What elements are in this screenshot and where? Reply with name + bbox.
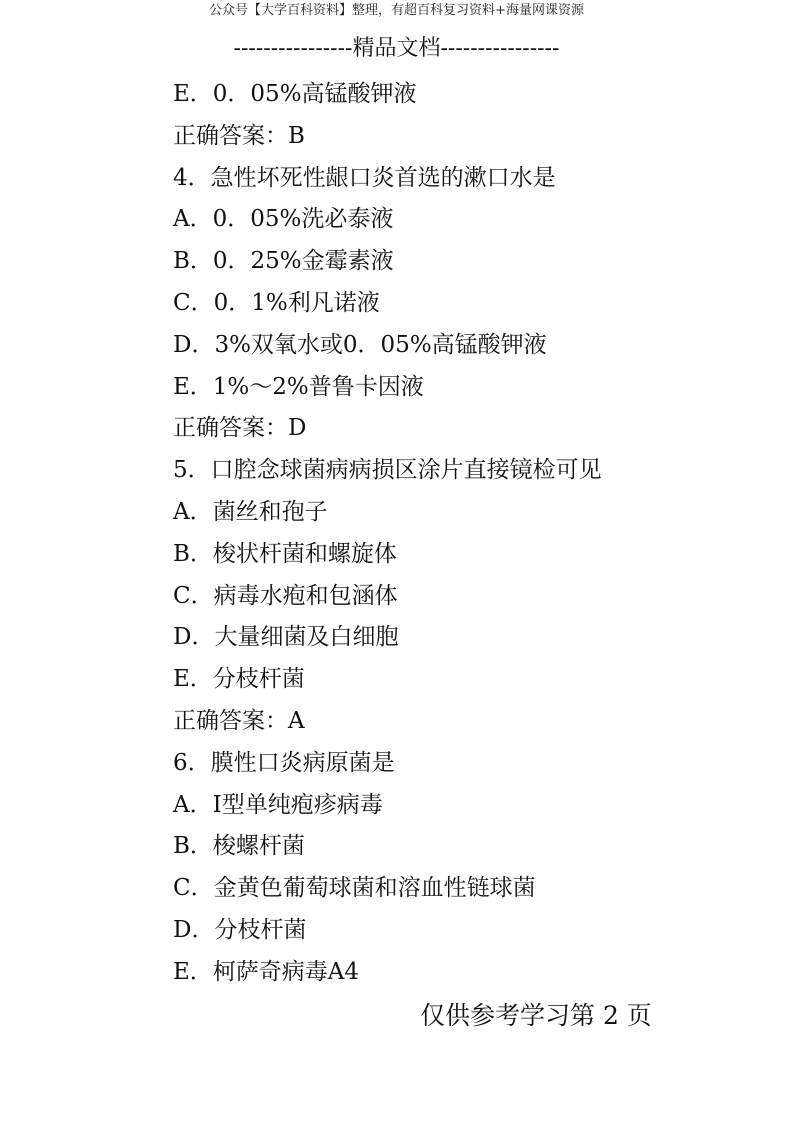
option-line: B．梭状杆菌和螺旋体 <box>173 540 397 567</box>
option-line: C．金黄色葡萄球菌和溶血性链球菌 <box>173 875 536 902</box>
text-line: E．0．05%高锰酸钾液 <box>173 81 417 107</box>
question-line: 4．急性坏死性龈口炎首选的漱口水是 <box>173 164 556 191</box>
question-line: 5．口腔念球菌病病损区涂片直接镜检可见 <box>173 457 602 484</box>
answer-line: 正确答案：D <box>173 415 307 442</box>
option-line: A．Ⅰ型单纯疱疹病毒 <box>173 791 383 818</box>
option-line: A．菌丝和孢子 <box>173 498 328 525</box>
question-list <box>173 74 773 994</box>
option-line: B．梭螺杆菌 <box>173 833 305 860</box>
option-line: D．大量细菌及白细胞 <box>173 624 399 651</box>
source-note: 公众号【大学百科资料】整理，有超百科复习资料+海量网课资源 <box>209 3 584 18</box>
option-line: D．3%双氧水或0．05%高锰酸钾液 <box>173 331 547 358</box>
document-banner: ----------------精品文档---------------- <box>233 36 560 61</box>
option-line: A．0．05%洗必泰液 <box>173 206 394 233</box>
page-footer: 仅供参考学习第 2 页 <box>420 1001 652 1030</box>
answer-line: 正确答案：A <box>173 707 305 734</box>
option-line: E．1%～2%普鲁卡因液 <box>173 373 424 400</box>
option-line: E．分枝杆菌 <box>173 666 305 693</box>
option-line: E．柯萨奇病毒A4 <box>173 958 360 985</box>
option-line: C．0．1%利凡诺液 <box>173 289 380 316</box>
option-line: B．0．25%金霉素液 <box>173 248 394 275</box>
option-line: C．病毒水疱和包涵体 <box>173 582 398 609</box>
answer-line: 正确答案：B <box>173 122 305 149</box>
option-line: D．分枝杆菌 <box>173 916 307 943</box>
question-line: 6．膜性口炎病原菌是 <box>173 749 395 776</box>
